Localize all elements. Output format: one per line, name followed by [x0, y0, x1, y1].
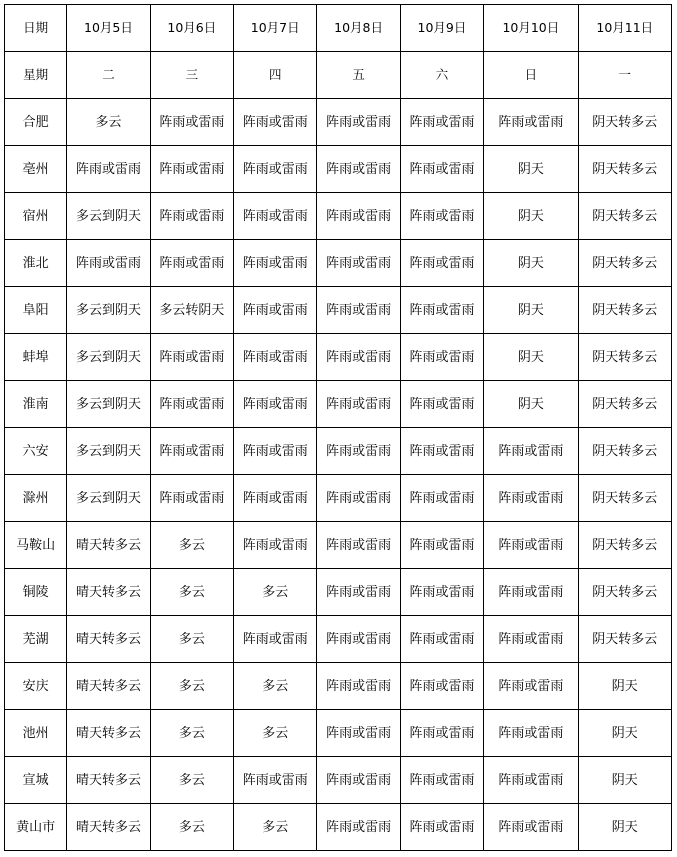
city-name: 池州 — [5, 710, 67, 757]
forecast-cell: 阵雨或雷雨 — [234, 240, 317, 287]
city-name: 蚌埠 — [5, 334, 67, 381]
forecast-cell: 阵雨或雷雨 — [484, 475, 578, 522]
city-name: 淮南 — [5, 381, 67, 428]
table-row — [5, 569, 672, 616]
date-header-row — [5, 5, 672, 52]
forecast-cell: 阵雨或雷雨 — [400, 381, 483, 428]
city-name: 马鞍山 — [5, 522, 67, 569]
forecast-cell: 阴天转多云 — [578, 193, 671, 240]
forecast-cell: 阵雨或雷雨 — [234, 334, 317, 381]
forecast-cell: 阴天转多云 — [578, 428, 671, 475]
date-cell: 10月10日 — [484, 5, 578, 52]
forecast-cell: 阵雨或雷雨 — [234, 522, 317, 569]
date-cell: 10月6日 — [150, 5, 233, 52]
table-row — [5, 616, 672, 663]
forecast-cell: 阴天 — [484, 334, 578, 381]
forecast-cell: 阵雨或雷雨 — [484, 99, 578, 146]
forecast-cell: 阵雨或雷雨 — [317, 804, 400, 851]
forecast-cell: 多云 — [150, 757, 233, 804]
forecast-cell: 阵雨或雷雨 — [317, 99, 400, 146]
date-cell: 10月8日 — [317, 5, 400, 52]
forecast-cell: 阵雨或雷雨 — [234, 757, 317, 804]
forecast-cell: 阵雨或雷雨 — [234, 99, 317, 146]
forecast-cell: 多云 — [150, 804, 233, 851]
forecast-body — [5, 99, 672, 851]
forecast-cell: 阴天 — [484, 240, 578, 287]
forecast-cell: 多云 — [150, 616, 233, 663]
forecast-cell: 阵雨或雷雨 — [150, 99, 233, 146]
forecast-cell: 阵雨或雷雨 — [234, 146, 317, 193]
table-row — [5, 99, 672, 146]
forecast-cell: 阵雨或雷雨 — [400, 804, 483, 851]
table-row — [5, 146, 672, 193]
forecast-cell: 阵雨或雷雨 — [400, 240, 483, 287]
forecast-cell: 阵雨或雷雨 — [400, 334, 483, 381]
forecast-cell: 多云 — [234, 710, 317, 757]
date-label: 日期 — [5, 5, 67, 52]
forecast-cell: 阴天转多云 — [578, 569, 671, 616]
forecast-cell: 阵雨或雷雨 — [400, 428, 483, 475]
forecast-cell: 阵雨或雷雨 — [484, 804, 578, 851]
forecast-cell: 阴天转多云 — [578, 334, 671, 381]
forecast-cell: 阵雨或雷雨 — [234, 616, 317, 663]
forecast-cell: 阵雨或雷雨 — [400, 475, 483, 522]
forecast-cell: 阵雨或雷雨 — [400, 287, 483, 334]
weekday-label: 星期 — [5, 52, 67, 99]
forecast-cell: 多云 — [150, 663, 233, 710]
forecast-cell: 阵雨或雷雨 — [484, 757, 578, 804]
forecast-cell: 阴天转多云 — [578, 381, 671, 428]
forecast-cell: 阴天转多云 — [578, 287, 671, 334]
forecast-cell: 阵雨或雷雨 — [150, 146, 233, 193]
forecast-cell: 阵雨或雷雨 — [234, 287, 317, 334]
city-name: 宿州 — [5, 193, 67, 240]
forecast-cell: 阴天 — [578, 710, 671, 757]
table-row — [5, 193, 672, 240]
table-row — [5, 381, 672, 428]
forecast-cell: 阵雨或雷雨 — [317, 334, 400, 381]
forecast-cell: 阵雨或雷雨 — [234, 428, 317, 475]
forecast-cell: 阵雨或雷雨 — [317, 193, 400, 240]
forecast-cell: 阵雨或雷雨 — [317, 287, 400, 334]
table-row — [5, 522, 672, 569]
city-name: 亳州 — [5, 146, 67, 193]
forecast-cell: 阵雨或雷雨 — [484, 616, 578, 663]
weather-forecast-table — [4, 4, 672, 851]
forecast-cell: 阵雨或雷雨 — [400, 616, 483, 663]
forecast-cell: 阵雨或雷雨 — [317, 428, 400, 475]
forecast-cell: 晴天转多云 — [67, 663, 150, 710]
forecast-cell: 阵雨或雷雨 — [400, 99, 483, 146]
forecast-cell: 阵雨或雷雨 — [400, 146, 483, 193]
forecast-cell: 阵雨或雷雨 — [150, 240, 233, 287]
forecast-cell: 阵雨或雷雨 — [317, 475, 400, 522]
city-name: 六安 — [5, 428, 67, 475]
weekday-cell: 二 — [67, 52, 150, 99]
forecast-cell: 阵雨或雷雨 — [234, 475, 317, 522]
forecast-cell: 阵雨或雷雨 — [150, 475, 233, 522]
forecast-cell: 阵雨或雷雨 — [234, 193, 317, 240]
forecast-cell: 晴天转多云 — [67, 522, 150, 569]
forecast-cell: 阴天转多云 — [578, 146, 671, 193]
forecast-cell: 多云转阴天 — [150, 287, 233, 334]
forecast-cell: 阵雨或雷雨 — [317, 522, 400, 569]
forecast-cell: 阴天 — [484, 381, 578, 428]
weekday-cell: 五 — [317, 52, 400, 99]
weekday-cell: 三 — [150, 52, 233, 99]
forecast-cell: 阴天转多云 — [578, 522, 671, 569]
forecast-cell: 阴天转多云 — [578, 616, 671, 663]
forecast-cell: 阴天转多云 — [578, 99, 671, 146]
forecast-cell: 阴天 — [578, 663, 671, 710]
date-cell: 10月7日 — [234, 5, 317, 52]
date-cell: 10月9日 — [400, 5, 483, 52]
forecast-cell: 阵雨或雷雨 — [400, 663, 483, 710]
city-name: 黄山市 — [5, 804, 67, 851]
forecast-cell: 阵雨或雷雨 — [317, 757, 400, 804]
forecast-cell: 晴天转多云 — [67, 710, 150, 757]
forecast-cell: 晴天转多云 — [67, 804, 150, 851]
table-row — [5, 475, 672, 522]
forecast-cell: 阵雨或雷雨 — [317, 616, 400, 663]
table-row — [5, 804, 672, 851]
weekday-cell: 六 — [400, 52, 483, 99]
forecast-cell: 阵雨或雷雨 — [484, 663, 578, 710]
city-name: 滁州 — [5, 475, 67, 522]
forecast-cell: 阴天 — [484, 193, 578, 240]
table-row — [5, 428, 672, 475]
forecast-cell: 阵雨或雷雨 — [150, 334, 233, 381]
forecast-cell: 阵雨或雷雨 — [234, 381, 317, 428]
weekday-cell: 日 — [484, 52, 578, 99]
table-row — [5, 240, 672, 287]
table-row — [5, 710, 672, 757]
forecast-cell: 阵雨或雷雨 — [400, 193, 483, 240]
city-name: 宣城 — [5, 757, 67, 804]
forecast-cell: 阵雨或雷雨 — [484, 428, 578, 475]
city-name: 阜阳 — [5, 287, 67, 334]
forecast-cell: 阵雨或雷雨 — [317, 381, 400, 428]
city-name: 淮北 — [5, 240, 67, 287]
date-cell: 10月5日 — [67, 5, 150, 52]
forecast-cell: 阴天转多云 — [578, 240, 671, 287]
forecast-cell: 阴天 — [484, 287, 578, 334]
weekday-header-row — [5, 52, 672, 99]
forecast-cell: 阵雨或雷雨 — [317, 146, 400, 193]
forecast-cell: 多云 — [234, 569, 317, 616]
forecast-cell: 阵雨或雷雨 — [317, 569, 400, 616]
forecast-cell: 阵雨或雷雨 — [150, 381, 233, 428]
forecast-cell: 阵雨或雷雨 — [317, 240, 400, 287]
forecast-cell: 阴天 — [484, 146, 578, 193]
forecast-cell: 多云到阴天 — [67, 193, 150, 240]
forecast-cell: 多云到阴天 — [67, 287, 150, 334]
forecast-cell: 多云到阴天 — [67, 381, 150, 428]
table-row — [5, 287, 672, 334]
forecast-cell: 阴天 — [578, 804, 671, 851]
forecast-cell: 晴天转多云 — [67, 757, 150, 804]
forecast-cell: 多云 — [150, 710, 233, 757]
forecast-cell: 多云 — [67, 99, 150, 146]
forecast-cell: 阵雨或雷雨 — [484, 710, 578, 757]
forecast-cell: 多云 — [150, 522, 233, 569]
weekday-cell: 四 — [234, 52, 317, 99]
forecast-cell: 阵雨或雷雨 — [400, 757, 483, 804]
city-name: 铜陵 — [5, 569, 67, 616]
city-name: 安庆 — [5, 663, 67, 710]
forecast-cell: 阵雨或雷雨 — [150, 428, 233, 475]
forecast-cell: 阵雨或雷雨 — [317, 710, 400, 757]
forecast-cell: 多云 — [150, 569, 233, 616]
forecast-cell: 阴天转多云 — [578, 475, 671, 522]
forecast-cell: 阵雨或雷雨 — [484, 569, 578, 616]
forecast-cell: 阵雨或雷雨 — [150, 193, 233, 240]
forecast-cell: 阵雨或雷雨 — [400, 569, 483, 616]
forecast-cell: 多云到阴天 — [67, 428, 150, 475]
forecast-cell: 晴天转多云 — [67, 616, 150, 663]
forecast-cell: 阵雨或雷雨 — [67, 240, 150, 287]
forecast-cell: 多云到阴天 — [67, 475, 150, 522]
weekday-cell: 一 — [578, 52, 671, 99]
forecast-cell: 阵雨或雷雨 — [484, 522, 578, 569]
forecast-cell: 阵雨或雷雨 — [317, 663, 400, 710]
forecast-cell: 多云 — [234, 804, 317, 851]
forecast-cell: 多云到阴天 — [67, 334, 150, 381]
city-name: 芜湖 — [5, 616, 67, 663]
date-cell: 10月11日 — [578, 5, 671, 52]
forecast-cell: 晴天转多云 — [67, 569, 150, 616]
forecast-cell: 阵雨或雷雨 — [67, 146, 150, 193]
table-row — [5, 757, 672, 804]
forecast-cell: 阵雨或雷雨 — [400, 522, 483, 569]
table-row — [5, 334, 672, 381]
forecast-cell: 阵雨或雷雨 — [400, 710, 483, 757]
city-name: 合肥 — [5, 99, 67, 146]
forecast-cell: 阴天 — [578, 757, 671, 804]
table-row — [5, 663, 672, 710]
forecast-cell: 多云 — [234, 663, 317, 710]
